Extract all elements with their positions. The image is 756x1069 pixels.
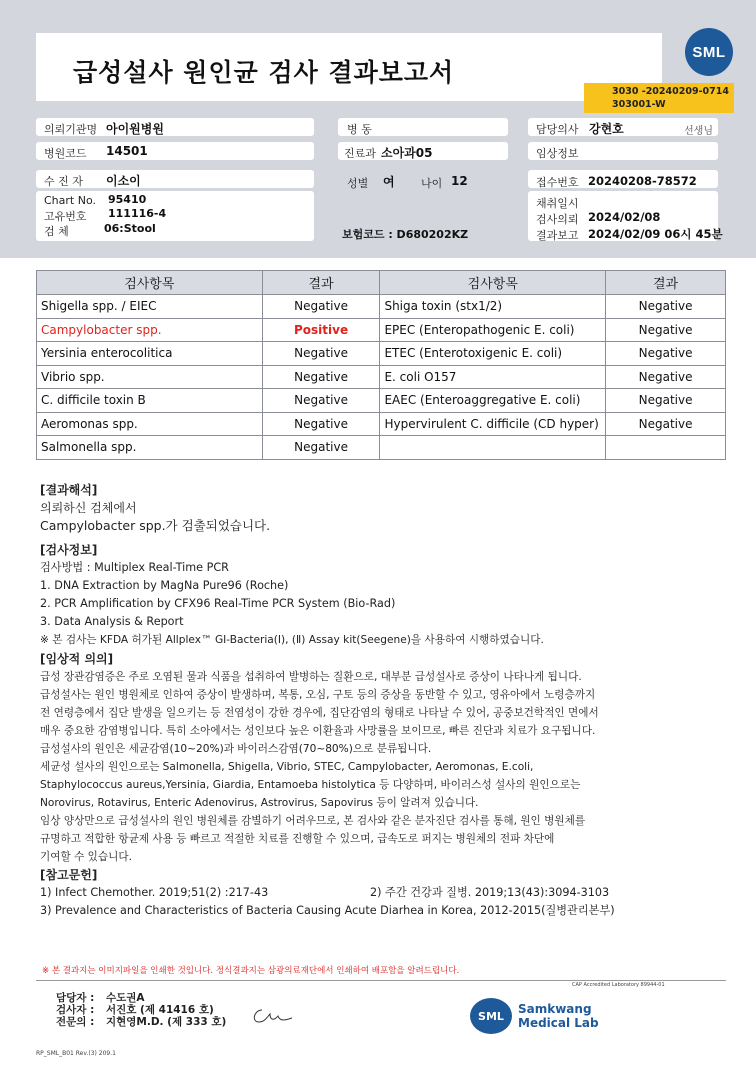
test-result: Negative	[262, 365, 380, 389]
hospital-code-value: 14501	[106, 144, 148, 158]
test-item: Yersinia enterocolitica	[37, 342, 263, 366]
test-item: EAEC (Enteroaggregative E. coli)	[380, 389, 606, 413]
clinical-line: 매우 중요한 감염병입니다. 특히 소아에서는 성인보다 높은 이환율과 사망률을 보이므로, 빠른 진단과 치료가 요구됩니다.	[40, 725, 596, 737]
age-value: 12	[451, 174, 468, 188]
doctor-label: 담당의사	[536, 123, 579, 136]
sex-value: 여	[383, 175, 395, 189]
lab-name-line2: Medical Lab	[518, 1016, 599, 1030]
method-line: 1. DNA Extraction by MagNa Pure96 (Roche)	[40, 579, 289, 592]
staff-1-label: 담당자 :	[56, 992, 95, 1004]
test-item: Hypervirulent C. difficile (CD hyper)	[380, 412, 606, 436]
method-heading: [검사정보]	[40, 543, 98, 557]
test-result	[606, 436, 726, 460]
age-label: 나이	[421, 177, 443, 190]
ward-label: 병 동	[347, 123, 372, 136]
collect-label: 채취일시	[536, 197, 579, 210]
report-code	[612, 85, 729, 111]
clinical-line: 급성설사의 원인은 세균감염(10~20%)과 바이러스감염(70~80%)으로 분류됩니다.	[40, 743, 432, 755]
method-note: ※ 본 검사는 KFDA 허가된 Allplex™ GI-Bacteria(Ⅰ), (Ⅱ) Assay kit(Seegene)을 사용하여 시행하였습니다.	[40, 634, 544, 646]
sex-label: 성별	[347, 177, 369, 190]
dept-label: 진료과	[344, 147, 376, 160]
test-item: Aeromonas spp.	[37, 412, 263, 436]
staff-2-label: 검사자 :	[56, 1004, 95, 1016]
references-section	[40, 866, 615, 920]
clinical-line: 급성설사는 원인 병원체로 인하여 증상이 발생하며, 복통, 오심, 구토 등의 증상을 동반할 수 있고, 영유아에서 노령층까지	[40, 689, 596, 701]
page-title: 급성설사 원인균 검사 결과보고서	[73, 58, 455, 87]
interpretation-heading: [결과해석]	[40, 483, 98, 497]
test-result: Negative	[606, 318, 726, 342]
test-result: Negative	[262, 295, 380, 319]
interpretation-result: Campylobacter spp.가 검출되었습니다.	[40, 518, 271, 533]
reference-3: 3) Prevalence and Characteristics of Bacteria Causing Acute Diarhea in Korea, 2012-2015(질병관리본부)	[40, 904, 615, 917]
method-line: 검사방법 : Multiplex Real-Time PCR	[40, 561, 229, 574]
test-result: Negative	[606, 412, 726, 436]
clinical-line: 임상 양상만으로 급성설사의 원인 병원체를 감별하기 어려우므로, 본 검사와 같은 분자진단 검사를 통해, 원인 병원체를	[40, 815, 586, 827]
receipt-label: 접수번호	[536, 176, 579, 189]
id-value: 111116-4	[108, 207, 167, 220]
request-label: 검사의뢰	[536, 213, 579, 226]
table-row	[37, 389, 726, 413]
doctor-suffix: 선생님	[684, 126, 713, 137]
test-item: Salmonella spp.	[37, 436, 263, 460]
test-item: C. difficile toxin B	[37, 389, 263, 413]
clinical-line: 기여할 수 있습니다.	[40, 851, 132, 863]
interpretation-section	[40, 481, 270, 535]
cap-accreditation: CAP Accredited Laboratory 89944-01	[572, 982, 665, 988]
header-item-2: 검사항목	[380, 271, 606, 295]
test-item	[380, 436, 606, 460]
test-result: Negative	[606, 295, 726, 319]
staff-2-value: 서진호 (제 41416 호)	[105, 1004, 214, 1016]
header-result-1: 결과	[262, 271, 380, 295]
staff-3-value: 지현영M.D. (제 333 호)	[105, 1016, 227, 1028]
interpretation-line: 의뢰하신 검체에서	[40, 501, 137, 515]
test-result: Negative	[606, 365, 726, 389]
table-row	[37, 365, 726, 389]
method-section	[40, 541, 544, 649]
test-result: Negative	[606, 389, 726, 413]
test-result-positive: Positive	[262, 318, 380, 342]
lab-name	[518, 1002, 599, 1030]
clinical-line: Norovirus, Rotavirus, Enteric Adenovirus, Astrovirus, Sapovirus 등이 알려져 있습니다.	[40, 797, 479, 809]
table-row	[37, 295, 726, 319]
clinical-line: 세균성 설사의 원인으로는 Salmonella, Shigella, Vibrio, STEC, Campylobacter, Aeromonas, E.coli,	[40, 761, 534, 773]
test-item: ETEC (Enterotoxigenic E. coli)	[380, 342, 606, 366]
signature-icon	[248, 1004, 296, 1026]
clinical-line: 급성 장관감염증은 주로 오염된 물과 식품을 섭취하여 발병하는 질환으로, 대부분 급성설사로 증상이 나타나게 됩니다.	[40, 671, 582, 683]
table-row	[37, 318, 726, 342]
reference-2: 2) 주간 건강과 질병. 2019;13(43):3094-3103	[370, 886, 610, 899]
method-line: 3. Data Analysis & Report	[40, 615, 184, 628]
request-value: 2024/02/08	[588, 210, 661, 224]
table-header-row	[37, 271, 726, 295]
clinical-label: 임상정보	[536, 147, 579, 160]
header-item-1: 검사항목	[37, 271, 263, 295]
footer-notice: ※ 본 결과지는 이미지파일을 인쇄한 것입니다. 정식결과지는 삼광의료재단에서 인쇄하여 배포함을 알려드립니다.	[42, 966, 460, 976]
report-value: 2024/02/09 06시 45분	[588, 227, 723, 241]
clinical-line: 규명하고 적합한 항균제 사용 등 빠르고 적절한 치료를 진행할 수 있으며, 급속도로 퍼지는 병원체의 전파 차단에	[40, 833, 555, 845]
staff-1-value: 수도권A	[105, 992, 145, 1004]
test-result: Negative	[606, 342, 726, 366]
clinical-section	[40, 650, 599, 866]
table-row	[37, 412, 726, 436]
patient-name-label: 수 진 자	[44, 175, 83, 188]
chart-label: Chart No.	[44, 194, 96, 207]
id-label: 고유번호	[44, 210, 87, 223]
reference-1: 1) Infect Chemother. 2019;51(2) :217-43	[40, 886, 269, 899]
footer-divider	[36, 980, 726, 981]
test-result: Negative	[262, 389, 380, 413]
specimen-value: 06:Stool	[104, 222, 156, 235]
lab-name-line1: Samkwang	[518, 1002, 592, 1016]
test-result: Negative	[262, 436, 380, 460]
test-item: Shiga toxin (stx1/2)	[380, 295, 606, 319]
test-item: E. coli O157	[380, 365, 606, 389]
dept-value: 소아과05	[381, 146, 433, 160]
receipt-value: 20240208-78572	[588, 174, 697, 188]
method-line: 2. PCR Amplification by CFX96 Real-Time PCR System (Bio-Rad)	[40, 597, 396, 610]
doctor-value: 강현호	[589, 122, 624, 136]
institution-value: 아이원병원	[106, 122, 164, 136]
table-row	[37, 342, 726, 366]
test-item: Vibrio spp.	[37, 365, 263, 389]
insurance-code: 보험코드 : D680202KZ	[342, 228, 469, 241]
chart-value: 95410	[108, 193, 147, 206]
specimen-label: 검 체	[44, 225, 69, 238]
patient-name-value: 이소이	[106, 174, 141, 188]
test-item: Shigella spp. / EIEC	[37, 295, 263, 319]
staff-3-label: 전문의 :	[56, 1016, 95, 1028]
table-row	[37, 436, 726, 460]
test-result: Negative	[262, 342, 380, 366]
test-item-positive: Campylobacter spp.	[37, 318, 263, 342]
sml-footer-logo-icon: SML	[470, 998, 512, 1034]
staff-3	[56, 1014, 226, 1029]
report-code-line1: 3030 -20240209-0714	[612, 86, 729, 97]
institution-label: 의뢰기관명	[44, 123, 98, 136]
report-label: 결과보고	[536, 229, 579, 242]
references-heading: [참고문헌]	[40, 868, 98, 882]
clinical-line: Staphylococcus aureus,Yersinia, Giardia, Entamoeba histolytica 등 다양하며, 바이러스성 설사의 원인으로는	[40, 779, 581, 791]
test-result: Negative	[262, 412, 380, 436]
hospital-code-label: 병원코드	[44, 147, 87, 160]
clinical-heading: [임상적 의의]	[40, 652, 114, 666]
form-code: RP_SML_B01 Rev.(3) 209.1	[36, 1050, 116, 1057]
clinical-line: 전 연령층에서 집단 발생을 일으키는 등 전염성이 강한 경우에, 집단감염의 형태로 나타날 수 있어, 공중보건학적인 면에서	[40, 707, 599, 719]
results-table	[36, 270, 726, 460]
sml-logo-icon: SML	[685, 28, 733, 76]
report-code-line2: 303001-W	[612, 99, 666, 110]
header-result-2: 결과	[606, 271, 726, 295]
test-item: EPEC (Enteropathogenic E. coli)	[380, 318, 606, 342]
